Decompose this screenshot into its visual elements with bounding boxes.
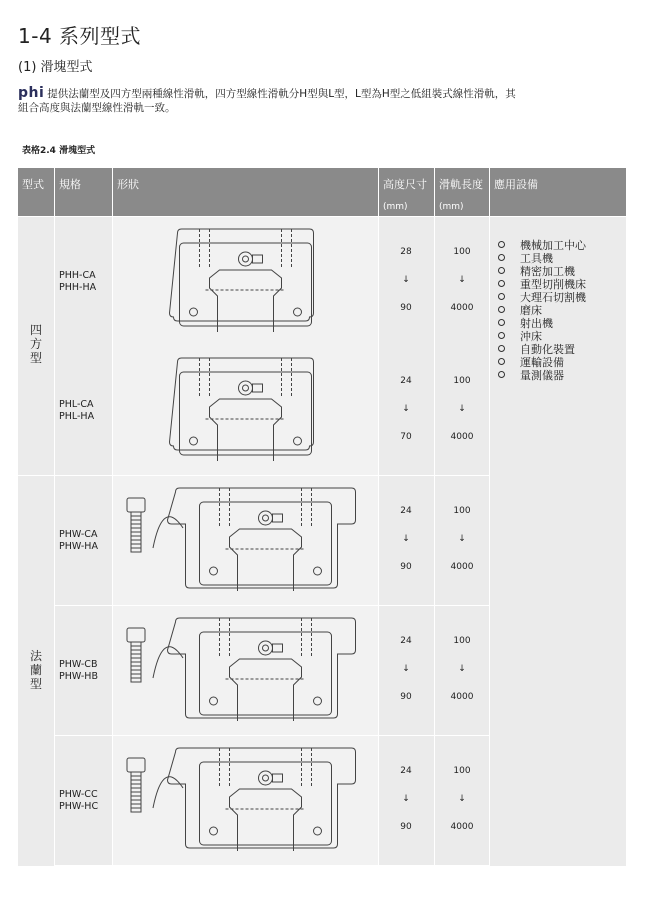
height-min: 24: [400, 636, 412, 646]
shape-cell: [113, 736, 378, 865]
brand-logo: phi: [18, 85, 45, 101]
height-min: 24: [400, 766, 412, 776]
height-max: 70: [400, 432, 412, 442]
application-label: 機械加工中心: [520, 239, 586, 252]
rail-arrow: ↓: [458, 275, 466, 285]
height-min: 24: [400, 376, 412, 386]
application-item: [498, 278, 586, 291]
model-code-2: PHH-HA: [59, 281, 97, 293]
application-item: [498, 252, 586, 265]
bullet-circle-icon: [498, 280, 505, 287]
application-label: 量測儀器: [520, 369, 564, 382]
rail-max: 4000: [450, 303, 474, 313]
height-arrow: ↓: [402, 404, 410, 414]
height-max: 90: [400, 822, 412, 832]
application-item: [498, 330, 586, 343]
application-item: [498, 265, 586, 278]
rail-max: 4000: [450, 692, 474, 702]
model-code-2: PHL-HA: [59, 410, 95, 422]
height-arrow: ↓: [402, 794, 410, 804]
header-type: 型式: [18, 168, 54, 216]
rail-cell: [435, 346, 489, 475]
application-label: 精密加工機: [520, 265, 575, 278]
bullet-circle-icon: [498, 371, 505, 378]
slider-block-drawing: [113, 476, 378, 601]
spec-cell: [55, 736, 112, 865]
bullet-circle-icon: [498, 306, 505, 313]
model-code-2: PHW-HB: [59, 670, 98, 682]
bullet-circle-icon: [498, 319, 505, 326]
height-max: 90: [400, 692, 412, 702]
section-title: 1-4 系列型式: [18, 24, 142, 48]
model-code-1: PHH-CA: [59, 269, 96, 281]
group-flange-label: 法蘭型: [29, 649, 42, 691]
application-item: [498, 356, 586, 369]
slider-block-drawing: [113, 217, 378, 342]
group-square-label: 四方型: [29, 323, 42, 365]
section-subtitle: (1) 滑塊型式: [18, 60, 93, 75]
model-code-1: PHW-CB: [59, 658, 98, 670]
height-cell: [379, 476, 434, 605]
model-code-2: PHW-HC: [59, 800, 99, 812]
model-codes: [59, 789, 98, 813]
spec-cell: [55, 606, 112, 735]
rail-min: 100: [453, 636, 471, 646]
height-cell: [379, 346, 434, 475]
height-arrow: ↓: [402, 664, 410, 674]
model-code-1: PHL-CA: [59, 398, 94, 410]
rail-cell: [435, 217, 489, 346]
rail-max: 4000: [450, 432, 474, 442]
applications-cell: [490, 217, 626, 866]
intro-line-1: 提供法蘭型及四方型兩種線性滑軌，四方型線性滑軌分H型與L型，L型為H型之低組裝式線性滑軌，其: [47, 88, 516, 100]
model-code-1: PHW-CC: [59, 788, 98, 800]
application-item: [498, 304, 586, 317]
model-codes: [59, 659, 98, 683]
rail-arrow: ↓: [458, 404, 466, 414]
table-caption: 表格2.4 滑塊型式: [22, 146, 96, 156]
bullet-circle-icon: [498, 345, 505, 352]
application-label: 大理石切割機: [520, 291, 586, 304]
slider-block-drawing: [113, 606, 378, 731]
rail-max: 4000: [450, 562, 474, 572]
model-codes: [59, 270, 96, 294]
slider-block-drawing: [113, 346, 378, 471]
bullet-circle-icon: [498, 293, 505, 300]
intro-paragraph: [18, 86, 630, 115]
rail-cell: [435, 476, 489, 605]
application-item: [498, 343, 586, 356]
application-item: [498, 369, 586, 382]
height-cell: [379, 736, 434, 865]
rail-min: 100: [453, 506, 471, 516]
header-spec: 規格: [55, 168, 112, 216]
applications-list: [498, 239, 586, 382]
rail-arrow: ↓: [458, 534, 466, 544]
height-min: 24: [400, 506, 412, 516]
shape-cell: [113, 606, 378, 735]
spec-cell: [55, 346, 112, 475]
bullet-circle-icon: [498, 267, 505, 274]
height-cell: [379, 606, 434, 735]
spec-cell: [55, 217, 112, 346]
application-item: [498, 291, 586, 304]
header-height: 高度尺寸 (mm): [379, 168, 434, 216]
bullet-circle-icon: [498, 358, 505, 365]
application-label: 重型切削機床: [520, 278, 586, 291]
bullet-circle-icon: [498, 241, 505, 248]
rail-arrow: ↓: [458, 664, 466, 674]
application-label: 自動化裝置: [520, 343, 575, 356]
rail-min: 100: [453, 376, 471, 386]
height-arrow: ↓: [402, 534, 410, 544]
height-max: 90: [400, 562, 412, 572]
rail-min: 100: [453, 247, 471, 257]
application-item: [498, 317, 586, 330]
bullet-circle-icon: [498, 332, 505, 339]
height-cell: [379, 217, 434, 346]
rail-cell: [435, 606, 489, 735]
model-code-2: PHW-HA: [59, 540, 98, 552]
height-arrow: ↓: [402, 275, 410, 285]
header-shape: 形狀: [113, 168, 378, 216]
application-label: 沖床: [520, 330, 542, 343]
header-applications: 應用設備: [490, 168, 626, 216]
header-rail-length: 滑軌長度 (mm): [435, 168, 489, 216]
model-code-1: PHW-CA: [59, 528, 98, 540]
rail-arrow: ↓: [458, 794, 466, 804]
spec-cell: [55, 476, 112, 605]
model-codes: [59, 529, 98, 553]
application-label: 工具機: [520, 252, 553, 265]
rail-cell: [435, 736, 489, 865]
application-label: 射出機: [520, 317, 553, 330]
rail-min: 100: [453, 766, 471, 776]
group-flange-cell: [18, 476, 54, 866]
rail-max: 4000: [450, 822, 474, 832]
height-max: 90: [400, 303, 412, 313]
slider-block-drawing: [113, 736, 378, 861]
application-label: 磨床: [520, 304, 542, 317]
height-min: 28: [400, 247, 412, 257]
bullet-circle-icon: [498, 254, 505, 261]
shape-cell: [113, 217, 378, 346]
model-codes: [59, 399, 94, 423]
application-label: 運輸設備: [520, 356, 564, 369]
intro-line-2: 組合高度與法蘭型線性滑軌一致。: [18, 102, 176, 114]
shape-cell: [113, 346, 378, 475]
group-square-cell: [18, 217, 54, 475]
shape-cell: [113, 476, 378, 605]
application-item: [498, 239, 586, 252]
